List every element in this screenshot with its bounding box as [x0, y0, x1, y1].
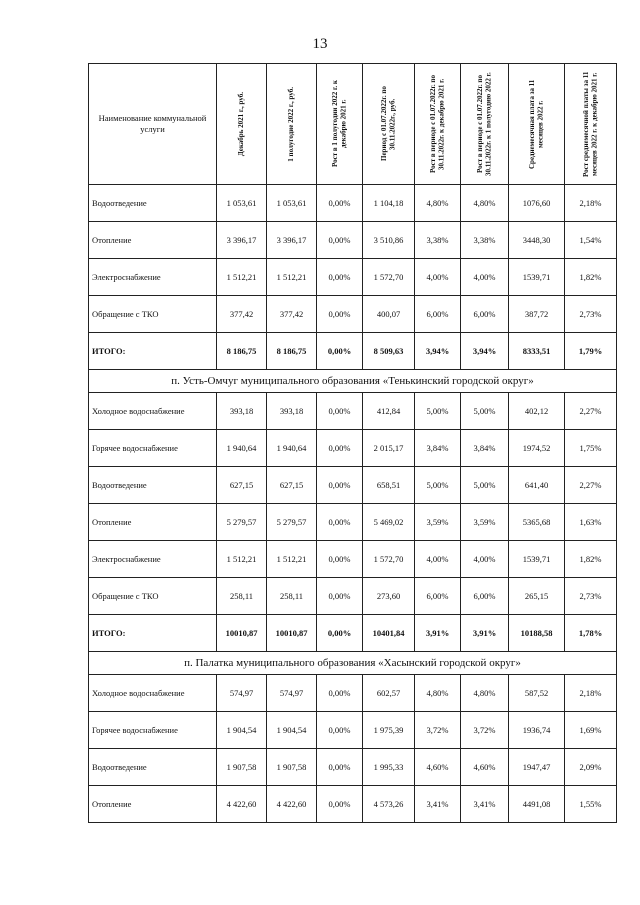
value-cell: 10010,87 [217, 615, 267, 652]
table-row [89, 749, 617, 786]
value-cell: 6,00% [461, 578, 509, 615]
value-cell: 2,73% [565, 296, 617, 333]
table-row [89, 467, 617, 504]
value-cell: 3,84% [461, 430, 509, 467]
value-cell: 3,94% [461, 333, 509, 370]
value-cell: 4,80% [415, 675, 461, 712]
value-cell: 273,60 [363, 578, 415, 615]
value-cell: 0,00% [317, 786, 363, 823]
column-header-growth-vs-h1: Рост в периоде с 01.07.2022г. по 30.11.2022г. к 1 полугодию 2022 г. [461, 64, 509, 185]
header-row [89, 64, 617, 185]
value-cell: 1 512,21 [217, 259, 267, 296]
value-cell: 1974,52 [509, 430, 565, 467]
value-cell: 1 907,58 [217, 749, 267, 786]
value-cell: 1,69% [565, 712, 617, 749]
table-row [89, 393, 617, 430]
value-cell: 2,09% [565, 749, 617, 786]
value-cell: 1 572,70 [363, 259, 415, 296]
section-header-row [89, 370, 617, 393]
value-cell: 3,41% [415, 786, 461, 823]
service-name: Горячее водоснабжение [89, 430, 217, 467]
value-cell: 400,07 [363, 296, 415, 333]
value-cell: 1936,74 [509, 712, 565, 749]
value-cell: 3 510,86 [363, 222, 415, 259]
value-cell: 10010,87 [267, 615, 317, 652]
value-cell: 265,15 [509, 578, 565, 615]
value-cell: 0,00% [317, 393, 363, 430]
value-cell: 258,11 [267, 578, 317, 615]
value-cell: 0,00% [317, 430, 363, 467]
service-name: Горячее водоснабжение [89, 712, 217, 749]
value-cell: 1,55% [565, 786, 617, 823]
value-cell: 4 573,26 [363, 786, 415, 823]
value-cell: 4,60% [415, 749, 461, 786]
value-cell: 393,18 [217, 393, 267, 430]
total-row [89, 615, 617, 652]
value-cell: 1076,60 [509, 185, 565, 222]
value-cell: 4,80% [461, 185, 509, 222]
value-cell: 0,00% [317, 333, 363, 370]
value-cell: 1 975,39 [363, 712, 415, 749]
table-row [89, 675, 617, 712]
value-cell: 0,00% [317, 259, 363, 296]
value-cell: 3,91% [461, 615, 509, 652]
service-name: Холодное водоснабжение [89, 393, 217, 430]
table-row [89, 712, 617, 749]
section-title: п. Палатка муниципального образования «Хасынский городской округ» [89, 652, 617, 675]
value-cell: 1 104,18 [363, 185, 415, 222]
value-cell: 1 940,64 [217, 430, 267, 467]
tariff-table [88, 63, 617, 823]
value-cell: 5 469,02 [363, 504, 415, 541]
value-cell: 1 572,70 [363, 541, 415, 578]
service-name: Отопление [89, 222, 217, 259]
column-header-growth-h1: Рост в 1 полугодии 2022 г. к декабрю 2021 г. [317, 64, 363, 185]
value-cell: 393,18 [267, 393, 317, 430]
value-cell: 5 279,57 [217, 504, 267, 541]
value-cell: 4,00% [415, 259, 461, 296]
value-cell: 1 512,21 [217, 541, 267, 578]
page-number: 13 [312, 36, 328, 52]
value-cell: 1,78% [565, 615, 617, 652]
value-cell: 658,51 [363, 467, 415, 504]
value-cell: 3,84% [415, 430, 461, 467]
table-row [89, 430, 617, 467]
service-name: Водоотведение [89, 467, 217, 504]
column-header-dec-2021: Декабрь 2021 г., руб. [217, 64, 267, 185]
value-cell: 574,97 [217, 675, 267, 712]
total-row [89, 333, 617, 370]
value-cell: 641,40 [509, 467, 565, 504]
value-cell: 1 904,54 [267, 712, 317, 749]
service-name: Холодное водоснабжение [89, 675, 217, 712]
value-cell: 1539,71 [509, 541, 565, 578]
value-cell: 4,80% [415, 185, 461, 222]
value-cell: 2 015,17 [363, 430, 415, 467]
value-cell: 3,38% [461, 222, 509, 259]
value-cell: 3 396,17 [267, 222, 317, 259]
column-header-h1-2022: 1 полугодие 2022 г., руб. [267, 64, 317, 185]
value-cell: 1,54% [565, 222, 617, 259]
service-name: Обращение с ТКО [89, 578, 217, 615]
value-cell: 1,63% [565, 504, 617, 541]
value-cell: 587,52 [509, 675, 565, 712]
value-cell: 10401,84 [363, 615, 415, 652]
value-cell: 0,00% [317, 222, 363, 259]
value-cell: 3,41% [461, 786, 509, 823]
value-cell: 1,82% [565, 259, 617, 296]
value-cell: 5,00% [461, 467, 509, 504]
value-cell: 258,11 [217, 578, 267, 615]
value-cell: 0,00% [317, 712, 363, 749]
service-name: ИТОГО: [89, 333, 217, 370]
value-cell: 0,00% [317, 578, 363, 615]
value-cell: 4,00% [461, 259, 509, 296]
value-cell: 4 422,60 [267, 786, 317, 823]
value-cell: 8 186,75 [217, 333, 267, 370]
service-name: Водоотведение [89, 749, 217, 786]
value-cell: 2,73% [565, 578, 617, 615]
value-cell: 3,59% [415, 504, 461, 541]
service-name: ИТОГО: [89, 615, 217, 652]
column-header-avg-11-months: Среднемесячная плата за 11 месяцев 2022 г. [509, 64, 565, 185]
value-cell: 1 995,33 [363, 749, 415, 786]
value-cell: 0,00% [317, 675, 363, 712]
value-cell: 627,15 [217, 467, 267, 504]
service-name: Обращение с ТКО [89, 296, 217, 333]
value-cell: 6,00% [461, 296, 509, 333]
table-row [89, 296, 617, 333]
value-cell: 1 512,21 [267, 259, 317, 296]
value-cell: 8 186,75 [267, 333, 317, 370]
value-cell: 4,60% [461, 749, 509, 786]
table-body [89, 185, 617, 823]
value-cell: 1 907,58 [267, 749, 317, 786]
value-cell: 3,94% [415, 333, 461, 370]
value-cell: 3,38% [415, 222, 461, 259]
value-cell: 4,00% [415, 541, 461, 578]
value-cell: 6,00% [415, 578, 461, 615]
column-header-period-jul-nov: Период с 01.07.2022г. по 30.11.2022г., руб. [363, 64, 415, 185]
table-row [89, 222, 617, 259]
service-name: Водоотведение [89, 185, 217, 222]
value-cell: 10188,58 [509, 615, 565, 652]
column-header-service: Наименование коммунальной услуги [89, 64, 217, 185]
table-row [89, 578, 617, 615]
value-cell: 377,42 [217, 296, 267, 333]
value-cell: 1,82% [565, 541, 617, 578]
value-cell: 1 053,61 [217, 185, 267, 222]
column-header-avg-growth: Рост среднемесячной платы за 11 месяцев 2022 г. к декабрю 2021 г. [565, 64, 617, 185]
value-cell: 5,00% [415, 393, 461, 430]
value-cell: 8 509,63 [363, 333, 415, 370]
value-cell: 3,72% [415, 712, 461, 749]
value-cell: 1,79% [565, 333, 617, 370]
value-cell: 2,27% [565, 467, 617, 504]
value-cell: 4,00% [461, 541, 509, 578]
column-header-growth-vs-dec: Рост в периоде с 01.07.2022г. по 30.11.2022г. к декабрю 2021 г. [415, 64, 461, 185]
value-cell: 0,00% [317, 296, 363, 333]
value-cell: 5,00% [461, 393, 509, 430]
value-cell: 1539,71 [509, 259, 565, 296]
service-name: Отопление [89, 504, 217, 541]
value-cell: 0,00% [317, 541, 363, 578]
table-row [89, 185, 617, 222]
value-cell: 0,00% [317, 615, 363, 652]
value-cell: 3 396,17 [217, 222, 267, 259]
value-cell: 602,57 [363, 675, 415, 712]
service-name: Электроснабжение [89, 259, 217, 296]
value-cell: 4 422,60 [217, 786, 267, 823]
value-cell: 0,00% [317, 504, 363, 541]
value-cell: 402,12 [509, 393, 565, 430]
value-cell: 2,27% [565, 393, 617, 430]
table-row [89, 259, 617, 296]
value-cell: 6,00% [415, 296, 461, 333]
value-cell: 3,91% [415, 615, 461, 652]
value-cell: 3,72% [461, 712, 509, 749]
value-cell: 1 053,61 [267, 185, 317, 222]
table-row [89, 786, 617, 823]
section-header-row [89, 652, 617, 675]
value-cell: 0,00% [317, 467, 363, 504]
value-cell: 1,75% [565, 430, 617, 467]
value-cell: 1947,47 [509, 749, 565, 786]
value-cell: 5 279,57 [267, 504, 317, 541]
service-name: Отопление [89, 786, 217, 823]
service-name: Электроснабжение [89, 541, 217, 578]
value-cell: 1 512,21 [267, 541, 317, 578]
value-cell: 8333,51 [509, 333, 565, 370]
value-cell: 4491,08 [509, 786, 565, 823]
value-cell: 0,00% [317, 185, 363, 222]
section-title: п. Усть-Омчуг муниципального образования «Тенькинский городской округ» [89, 370, 617, 393]
value-cell: 0,00% [317, 749, 363, 786]
value-cell: 2,18% [565, 185, 617, 222]
value-cell: 1 904,54 [217, 712, 267, 749]
value-cell: 574,97 [267, 675, 317, 712]
value-cell: 1 940,64 [267, 430, 317, 467]
value-cell: 627,15 [267, 467, 317, 504]
value-cell: 377,42 [267, 296, 317, 333]
table-row [89, 541, 617, 578]
value-cell: 3,59% [461, 504, 509, 541]
value-cell: 4,80% [461, 675, 509, 712]
value-cell: 5,00% [415, 467, 461, 504]
value-cell: 3448,30 [509, 222, 565, 259]
value-cell: 2,18% [565, 675, 617, 712]
value-cell: 387,72 [509, 296, 565, 333]
table-row [89, 504, 617, 541]
value-cell: 5365,68 [509, 504, 565, 541]
value-cell: 412,84 [363, 393, 415, 430]
